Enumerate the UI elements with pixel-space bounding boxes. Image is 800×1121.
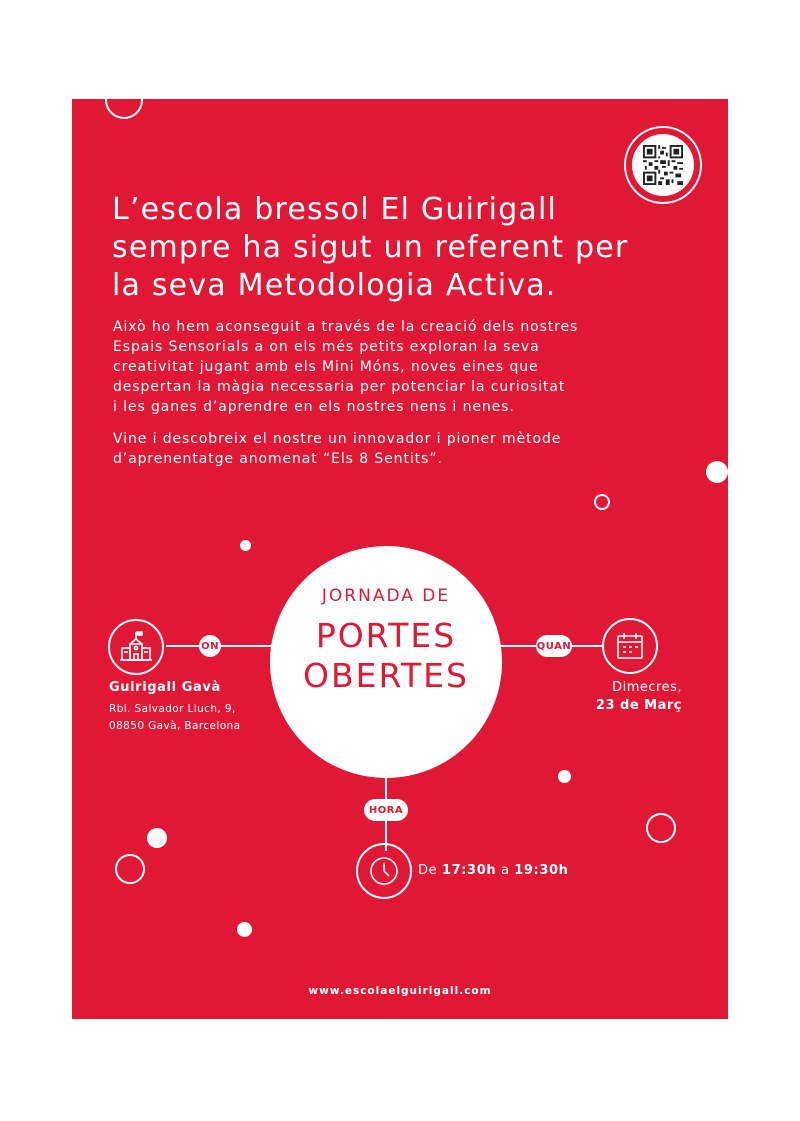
time-start: 17:30h — [441, 863, 497, 878]
headline-line: la seva Metodologia Activa. — [112, 268, 557, 303]
paragraph-line: creativitat jugant amb els Mini Móns, noves eines que — [113, 359, 539, 375]
date-icon-circle — [602, 618, 658, 674]
decorative-dot — [147, 828, 167, 848]
decorative-dot — [706, 461, 728, 483]
event-date — [596, 679, 682, 715]
calendar-icon — [614, 630, 646, 662]
paragraph-line: d’aprenentatge anomenat “Els 8 Sentits”. — [113, 451, 443, 467]
decorative-dot — [558, 770, 571, 783]
event-title-line: PORTES — [315, 616, 457, 655]
where-label: ON — [199, 635, 221, 657]
address-line: 08850 Gavà, Barcelona — [109, 720, 241, 732]
event-day: 23 de Març — [595, 698, 682, 713]
location-name: Guirigall Gavà — [109, 680, 221, 695]
location-icon-circle — [108, 619, 164, 675]
event-time — [418, 863, 569, 878]
headline-line: L’escola bressol El Guirigall — [112, 192, 558, 227]
paragraph-line: Això ho hem aconseguit a través de la creació dels nostres — [113, 319, 579, 335]
location-address — [109, 701, 240, 735]
headline-line: sempre ha sigut un referent per — [112, 230, 629, 265]
time-end: 19:30h — [514, 863, 569, 878]
event-subtitle: JORNADA DE — [321, 586, 451, 606]
clock-icon — [368, 855, 400, 887]
decorative-ring — [105, 99, 143, 119]
paragraph-line: i les ganes d’aprendre en els nostres nens i nenes. — [113, 399, 515, 415]
paragraph-line: Espais Sensorials a on els més petits exploran la seva — [113, 339, 540, 355]
time-prefix: De — [418, 863, 438, 878]
hour-label: HORA — [364, 799, 408, 821]
time-icon-circle — [356, 843, 412, 899]
open-house-badge — [270, 546, 502, 778]
intro-paragraph — [113, 317, 693, 417]
time-separator: a — [500, 863, 510, 878]
qr-code-icon — [643, 145, 683, 185]
decorative-ring — [594, 494, 610, 510]
decorative-dot — [237, 922, 252, 937]
when-label: QUAN — [536, 635, 572, 657]
headline — [112, 191, 712, 305]
event-weekday: Dimecres, — [612, 680, 682, 695]
event-title — [270, 616, 502, 696]
event-title-line: OBERTES — [303, 656, 469, 695]
school-building-icon — [119, 630, 153, 664]
decorative-ring — [115, 854, 145, 884]
decorative-ring — [646, 813, 676, 843]
website-link[interactable]: www.escolaelguirigall.com — [308, 985, 492, 997]
poster — [72, 99, 728, 1019]
invitation-paragraph — [113, 429, 693, 469]
address-line: Rbl. Salvador Lluch, 9, — [109, 703, 236, 715]
paragraph-line: despertan la màgia necessaria per potenciar la curiositat — [113, 379, 566, 395]
decorative-dot — [240, 540, 251, 551]
paragraph-line: Vine i descobreix el nostre un innovador i pioner mètode — [113, 431, 562, 447]
